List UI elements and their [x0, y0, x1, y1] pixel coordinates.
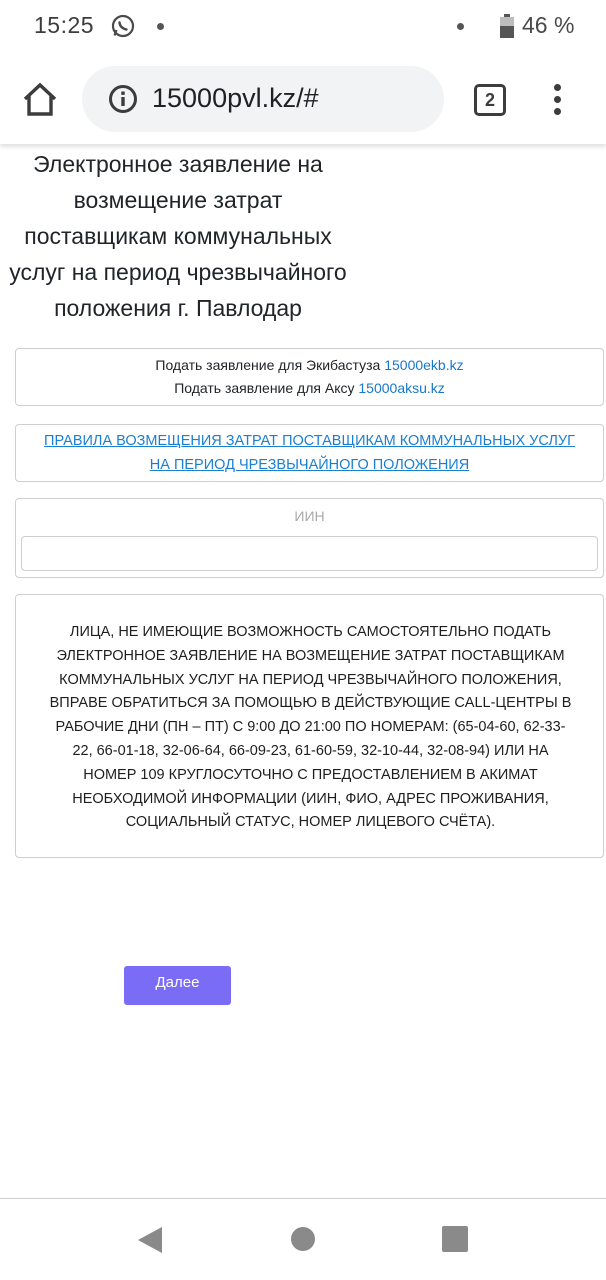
status-bar — [0, 0, 606, 56]
whatsapp-icon — [110, 13, 136, 39]
notice-line: НЕОБХОДИМОЙ ИНФОРМАЦИИ (ИИН, ФИО, АДРЕС ПРОЖИВАНИЯ, — [72, 790, 549, 807]
ekibastuz-link[interactable]: 15000ekb.kz — [384, 357, 464, 373]
aksu-link[interactable]: 15000aksu.kz — [358, 380, 445, 396]
notice-card — [15, 594, 604, 858]
home-circle-icon[interactable] — [291, 1227, 315, 1251]
status-time: 15:25 — [34, 12, 95, 38]
rules-link[interactable] — [16, 429, 603, 477]
aksu-label: Подать заявление для Аксу — [174, 380, 355, 396]
notification-dot-icon — [457, 23, 464, 30]
ekibastuz-row — [16, 354, 603, 377]
notification-dot-icon — [157, 23, 164, 30]
notice-line: СОЦИАЛЬНЫЙ СТАТУС, НОМЕР ЛИЦЕВОГО СЧЁТА). — [125, 814, 496, 831]
address-bar[interactable] — [82, 66, 444, 132]
notice-line: РАБОЧИЕ ДНИ (ПН – ПТ) С 9:00 ДО 21:00 ПО НОМЕРАМ: (65-04-60, 62-33- — [55, 719, 566, 736]
page-title-line: поставщикам коммунальных — [24, 223, 332, 249]
rules-link-line: НА ПЕРИОД ЧРЕЗВЫЧАЙНОГО ПОЛОЖЕНИЯ — [149, 457, 470, 473]
iin-card — [15, 498, 604, 578]
notice-line: КОММУНАЛЬНЫХ УСЛУГ НА ПЕРИОД ЧРЕЗВЫЧАЙНОГО ПОЛОЖЕНИЯ, — [59, 671, 562, 688]
notice-line: 22, 66-01-18, 32-06-64, 66-09-23, 61-60-59, 32-10-44, 32-08-94) ИЛИ НА — [72, 742, 549, 759]
home-icon[interactable] — [20, 80, 60, 120]
battery-icon — [500, 14, 514, 38]
notice-line: ЛИЦА, НЕ ИМЕЮЩИЕ ВОЗМОЖНОСТЬ САМОСТОЯТЕЛЬНО ПОДАТЬ — [69, 624, 552, 640]
rules-link-line: ПРАВИЛА ВОЗМЕЩЕНИЯ ЗАТРАТ ПОСТАВЩИКАМ КОММУНАЛЬНЫХ УСЛУГ — [44, 433, 575, 449]
page-title-line: возмещение затрат — [73, 187, 283, 213]
tabs-icon[interactable] — [474, 84, 506, 116]
other-cities-card — [15, 348, 604, 406]
page-title-line: Электронное заявление на — [33, 151, 323, 177]
system-nav-bar — [0, 1199, 606, 1280]
battery-percent: 46 % — [522, 12, 575, 38]
page-title-line: услуг на период чрезвычайного — [9, 259, 347, 285]
notice-line: НОМЕР 109 КРУГЛОСУТОЧНО С ПРЕДОСТАВЛЕНИЕМ В АКИМАТ — [83, 766, 538, 783]
recents-icon[interactable] — [442, 1226, 468, 1252]
ekibastuz-label: Подать заявление для Экибастуза — [155, 357, 381, 373]
notice-line: ВПРАВЕ ОБРАТИТЬСЯ ЗА ПОМОЩЬЮ В ДЕЙСТВУЮЩИЕ CALL-ЦЕНТРЫ В — [49, 695, 572, 712]
rules-card — [15, 424, 604, 482]
info-icon[interactable] — [108, 84, 138, 114]
back-icon[interactable] — [136, 1225, 164, 1255]
url-text: 15000pvl.kz/# — [152, 83, 319, 113]
next-button[interactable]: Далее — [124, 966, 231, 1005]
notice-line: ЭЛЕКТРОННОЕ ЗАЯВЛЕНИЕ НА ВОЗМЕЩЕНИЕ ЗАТРАТ ПОСТАВЩИКАМ — [56, 647, 565, 664]
iin-label: ИИН — [294, 508, 325, 524]
page-title — [0, 146, 356, 326]
more-vert-icon[interactable] — [550, 82, 566, 118]
aksu-row — [16, 377, 603, 400]
iin-input[interactable] — [21, 536, 598, 571]
tab-count: 2 — [474, 84, 506, 116]
notice-text — [34, 621, 587, 835]
page-title-line: положения г. Павлодар — [54, 295, 302, 321]
browser-toolbar — [0, 56, 606, 144]
